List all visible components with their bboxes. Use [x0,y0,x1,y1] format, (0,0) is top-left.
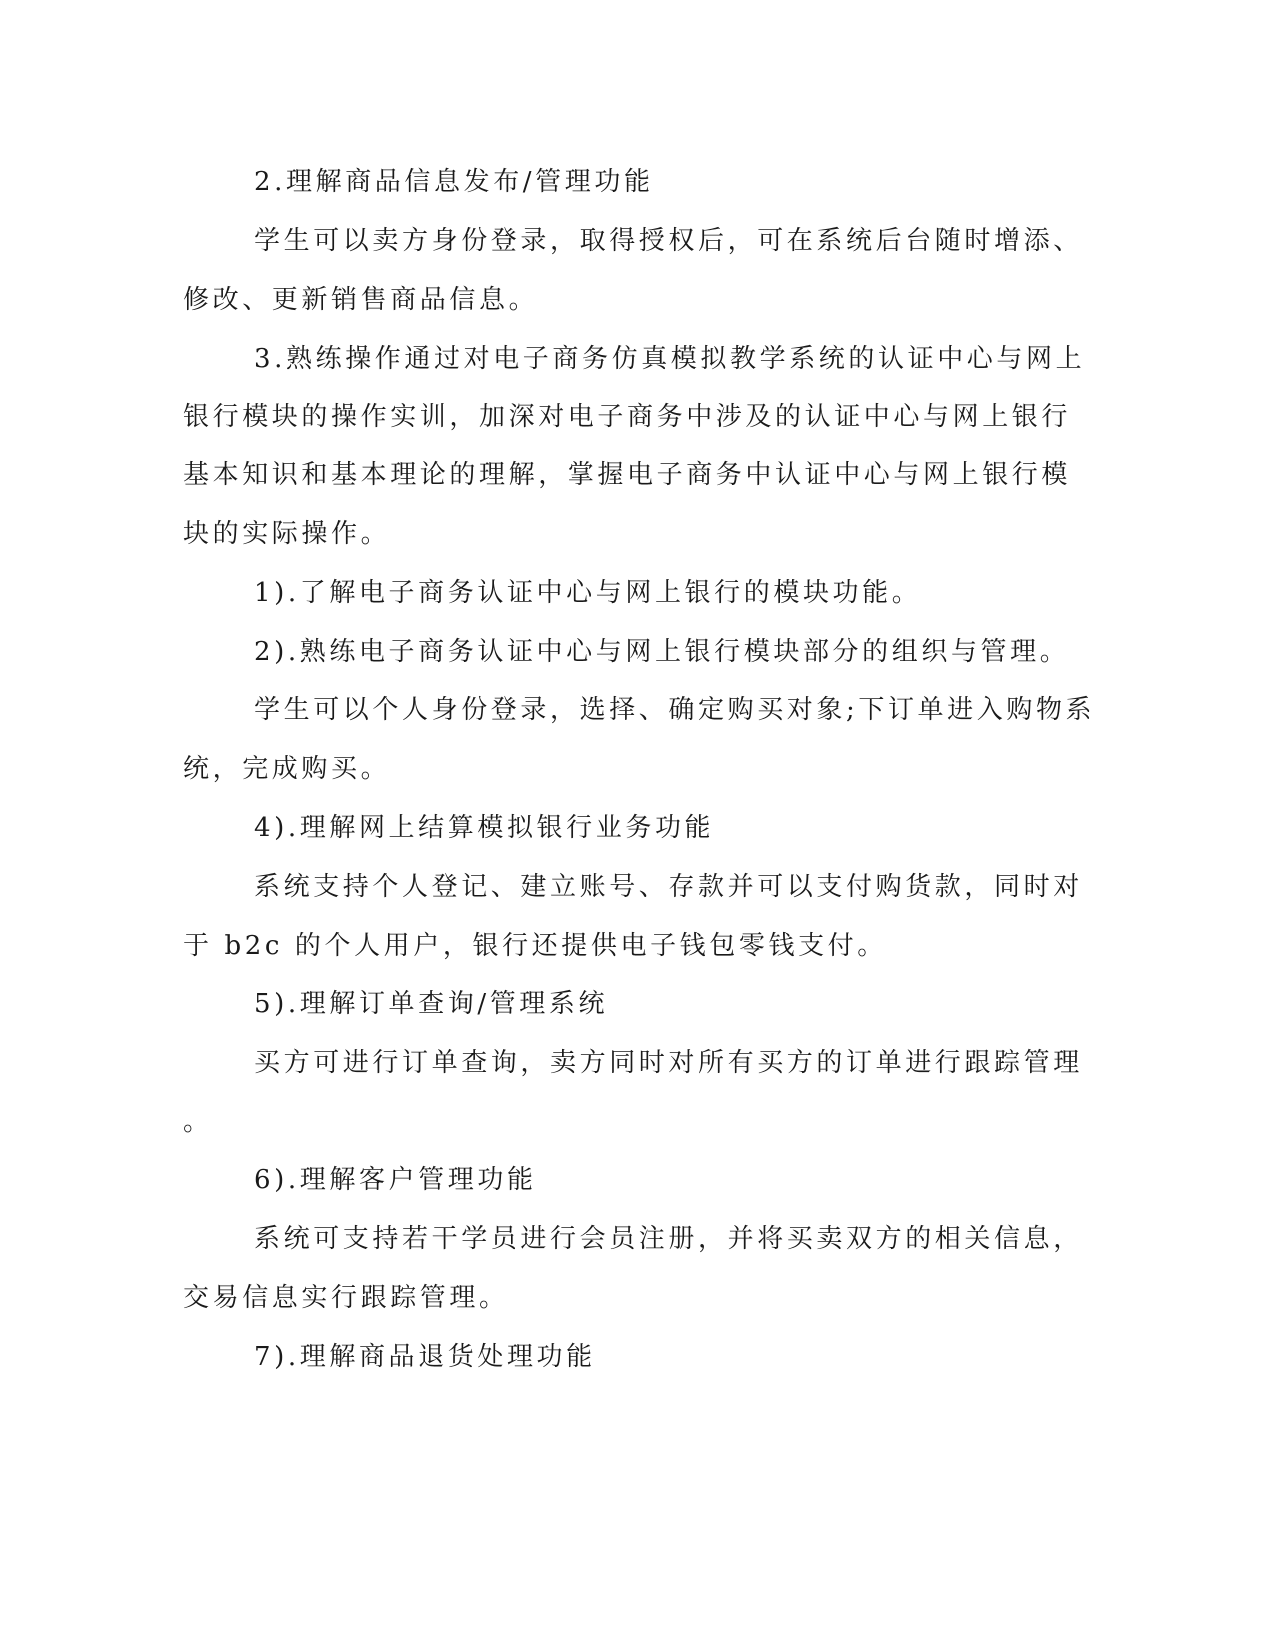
paragraph-line: 。 [183,1107,213,1137]
paragraph-line: 修改、更新销售商品信息。 [183,285,539,315]
list-item-2: 2).熟练电子商务认证中心与网上银行模块部分的组织与管理。 [254,637,1070,667]
paragraph-line: 系统可支持若干学员进行会员注册，并将买卖双方的相关信息， [254,1224,1083,1254]
paragraph-line: 学生可以个人身份登录，选择、确定购买对象;下订单进入购物系 [254,695,1096,725]
paragraph-line: 买方可进行订单查询，卖方同时对所有买方的订单进行跟踪管理 [254,1048,1083,1078]
paragraph-line: 统，完成购买。 [183,754,391,784]
paragraph-line: 块的实际操作。 [183,519,391,549]
paragraph-line: 基本知识和基本理论的理解，掌握电子商务中认证中心与网上银行模 [183,460,1072,490]
paragraph-line: 银行模块的操作实训，加深对电子商务中涉及的认证中心与网上银行 [183,402,1072,432]
heading-item-2: 2.理解商品信息发布/管理功能 [254,167,654,197]
paragraph-line: 于 b2c 的个人用户，银行还提供电子钱包零钱支付。 [183,931,887,961]
list-item-7: 7).理解商品退货处理功能 [254,1342,596,1372]
paragraph-line: 学生可以卖方身份登录，取得授权后，可在系统后台随时增添、 [254,226,1083,256]
list-item-5: 5).理解订单查询/管理系统 [254,989,609,1019]
list-item-1: 1).了解电子商务认证中心与网上银行的模块功能。 [254,578,922,608]
list-item-6: 6).理解客户管理功能 [254,1165,537,1195]
paragraph-line: 系统支持个人登记、建立账号、存款并可以支付购货款，同时对 [254,872,1083,902]
list-item-4: 4).理解网上结算模拟银行业务功能 [254,813,715,843]
heading-item-3: 3.熟练操作通过对电子商务仿真模拟教学系统的认证中心与网上 [254,344,1086,374]
paragraph-line: 交易信息实行跟踪管理。 [183,1283,509,1313]
